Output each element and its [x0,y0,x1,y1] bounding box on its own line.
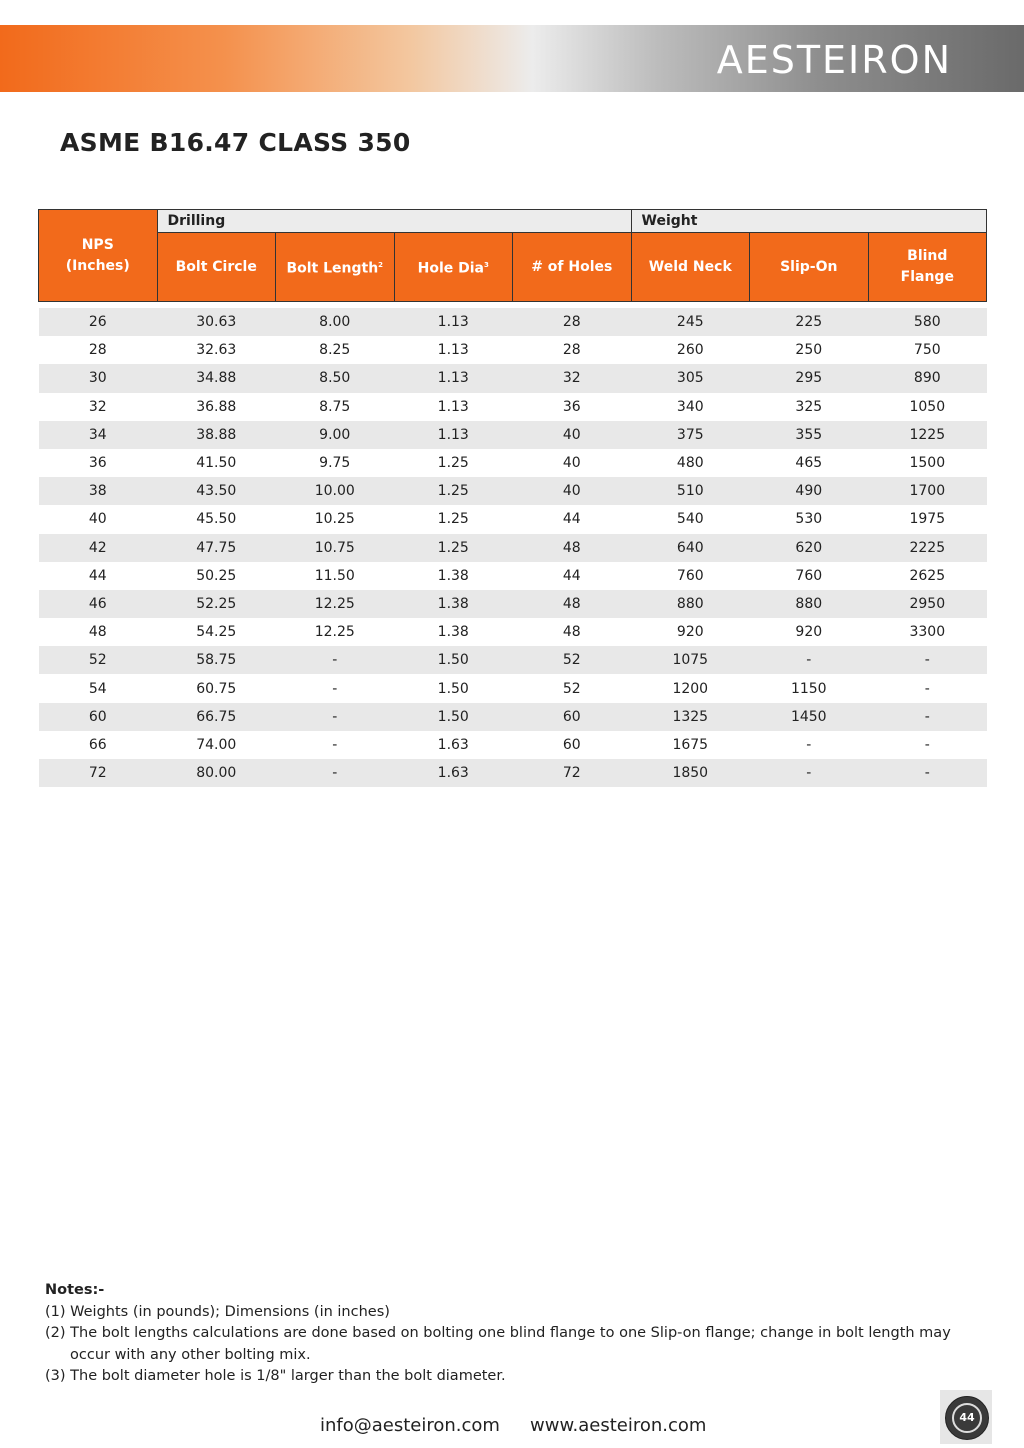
bolt-circle-cell: 32.63 [157,336,276,364]
bolt-length-cell: 9.00 [276,421,395,449]
footer-website-link[interactable]: www.aesteiron.com [530,1415,707,1436]
page-number: 44 [952,1403,982,1433]
table-row [39,336,987,364]
table-row [39,534,987,562]
blind-flange-header: Blind Flange [868,233,987,302]
bolt-circle-header: Bolt Circle [157,233,276,302]
hole-dia-cell: 1.50 [394,674,513,702]
drilling-group-header: Drilling [157,210,631,233]
blind-flange-cell: - [868,674,987,702]
blind-flange-cell: 1050 [868,393,987,421]
blind-flange-cell: - [868,759,987,787]
nps-cell: 34 [39,421,158,449]
slip-on-cell: 620 [750,534,869,562]
slip-on-cell: 920 [750,618,869,646]
slip-on-cell: - [750,646,869,674]
bolt-length-cell: 9.75 [276,449,395,477]
weld-neck-cell: 480 [631,449,750,477]
notes-heading: Notes:- [45,1282,105,1298]
table-row [39,703,987,731]
hole-dia-note-ref: 3 [484,260,489,269]
hole-dia-cell: 1.13 [394,421,513,449]
bolt-length-cell: 10.25 [276,505,395,533]
nps-cell: 66 [39,731,158,759]
bolt-circle-cell: 41.50 [157,449,276,477]
hole-dia-cell: 1.25 [394,534,513,562]
brand-logo: AESTEIRON [716,38,952,82]
slip-on-cell: 1450 [750,703,869,731]
table-row [39,618,987,646]
nps-cell: 46 [39,590,158,618]
holes-cell: 48 [513,618,632,646]
holes-cell: 44 [513,562,632,590]
slip-on-cell: 760 [750,562,869,590]
table-row [39,731,987,759]
blind-flange-cell: - [868,646,987,674]
holes-cell: 40 [513,449,632,477]
hole-dia-cell: 1.13 [394,308,513,336]
blind-flange-cell: 580 [868,308,987,336]
bolt-circle-cell: 60.75 [157,674,276,702]
table-row [39,590,987,618]
nps-cell: 60 [39,703,158,731]
bolt-length-cell: 8.00 [276,308,395,336]
bolt-length-cell: - [276,646,395,674]
blind-flange-cell: - [868,703,987,731]
holes-cell: 72 [513,759,632,787]
slip-on-header: Slip-On [750,233,869,302]
note-item: (3) The bolt diameter hole is 1/8" larger than the bolt diameter. [45,1368,506,1384]
blind-flange-cell: 1700 [868,477,987,505]
bolt-circle-cell: 30.63 [157,308,276,336]
weld-neck-cell: 1200 [631,674,750,702]
hole-dia-cell: 1.50 [394,646,513,674]
bolt-length-cell: 12.25 [276,590,395,618]
slip-on-cell: - [750,759,869,787]
table-row [39,449,987,477]
nps-cell: 30 [39,364,158,392]
holes-cell: 60 [513,731,632,759]
blind-flange-cell: - [868,731,987,759]
weld-neck-cell: 880 [631,590,750,618]
weld-neck-cell: 760 [631,562,750,590]
group-header-row [39,210,987,233]
nps-cell: 54 [39,674,158,702]
slip-on-cell: - [750,731,869,759]
blind-flange-cell: 2950 [868,590,987,618]
table-row [39,308,987,336]
weld-neck-cell: 920 [631,618,750,646]
bolt-length-cell: - [276,731,395,759]
slip-on-cell: 355 [750,421,869,449]
holes-cell: 28 [513,336,632,364]
header-banner [0,25,1024,92]
page-number-icon [945,1396,989,1440]
hole-dia-cell: 1.25 [394,477,513,505]
table-row [39,364,987,392]
bolt-circle-cell: 80.00 [157,759,276,787]
table-row [39,393,987,421]
table-row [39,477,987,505]
holes-cell: 40 [513,477,632,505]
hole-dia-cell: 1.13 [394,364,513,392]
blind-flange-cell: 1225 [868,421,987,449]
holes-cell: 48 [513,534,632,562]
nps-cell: 44 [39,562,158,590]
slip-on-cell: 1150 [750,674,869,702]
nps-cell: 32 [39,393,158,421]
blind-flange-cell: 1975 [868,505,987,533]
holes-cell: 28 [513,308,632,336]
weld-neck-cell: 540 [631,505,750,533]
blind-flange-cell: 890 [868,364,987,392]
bolt-circle-cell: 74.00 [157,731,276,759]
nps-header-unit: (Inches) [65,257,130,274]
table-row [39,505,987,533]
hole-dia-cell: 1.38 [394,618,513,646]
weld-neck-cell: 340 [631,393,750,421]
blind-flange-cell: 750 [868,336,987,364]
holes-header: # of Holes [513,233,632,302]
bolt-length-cell: 12.25 [276,618,395,646]
weld-neck-cell: 245 [631,308,750,336]
footer-email-link[interactable]: info@aesteiron.com [320,1415,500,1436]
page-number-badge [940,1390,992,1444]
blind-flange-cell: 2625 [868,562,987,590]
bolt-circle-cell: 38.88 [157,421,276,449]
bolt-length-cell: - [276,674,395,702]
slip-on-cell: 490 [750,477,869,505]
weight-group-header: Weight [631,210,987,233]
nps-cell: 38 [39,477,158,505]
bolt-circle-cell: 66.75 [157,703,276,731]
nps-cell: 72 [39,759,158,787]
table-row [39,421,987,449]
bolt-length-cell: 10.75 [276,534,395,562]
table-body [39,308,987,787]
bolt-length-cell: 8.25 [276,336,395,364]
page-title: ASME B16.47 CLASS 350 [60,128,411,157]
bolt-circle-cell: 34.88 [157,364,276,392]
hole-dia-cell: 1.50 [394,703,513,731]
table-row [39,759,987,787]
bolt-length-note-ref: 2 [378,260,384,269]
bolt-length-header: Bolt Length$^2$ [276,233,395,302]
weld-neck-cell: 510 [631,477,750,505]
bolt-circle-cell: 45.50 [157,505,276,533]
note-item: (2) The bolt lengths calculations are done based on bolting one blind flange to one Slip-on flange; change in bolt length may occur with any other bolting mix. [45,1325,951,1363]
holes-cell: 40 [513,421,632,449]
table-row [39,674,987,702]
bolt-circle-cell: 54.25 [157,618,276,646]
nps-cell: 48 [39,618,158,646]
bolt-length-cell: 8.75 [276,393,395,421]
notes-section [45,1280,990,1388]
flange-spec-table [38,209,987,787]
weld-neck-cell: 305 [631,364,750,392]
hole-dia-cell: 1.25 [394,505,513,533]
hole-dia-cell: 1.25 [394,449,513,477]
hole-dia-cell: 1.38 [394,590,513,618]
blind-flange-cell: 3300 [868,618,987,646]
note-item: (1) Weights (in pounds); Dimensions (in inches) [45,1303,390,1320]
holes-cell: 36 [513,393,632,421]
nps-cell: 26 [39,308,158,336]
bolt-circle-cell: 58.75 [157,646,276,674]
weld-neck-header: Weld Neck [631,233,750,302]
nps-cell: 52 [39,646,158,674]
holes-cell: 44 [513,505,632,533]
bolt-length-cell: 10.00 [276,477,395,505]
table-row [39,562,987,590]
bolt-length-cell: 8.50 [276,364,395,392]
weld-neck-cell: 1075 [631,646,750,674]
weld-neck-cell: 1675 [631,731,750,759]
blind-flange-cell: 2225 [868,534,987,562]
holes-cell: 52 [513,646,632,674]
nps-cell: 40 [39,505,158,533]
hole-dia-cell: 1.38 [394,562,513,590]
hole-dia-cell: 1.13 [394,393,513,421]
slip-on-cell: 465 [750,449,869,477]
slip-on-cell: 530 [750,505,869,533]
slip-on-cell: 325 [750,393,869,421]
bolt-length-cell: - [276,759,395,787]
bolt-circle-cell: 43.50 [157,477,276,505]
nps-header [39,210,158,302]
nps-cell: 36 [39,449,158,477]
hole-dia-cell: 1.13 [394,336,513,364]
slip-on-cell: 250 [750,336,869,364]
hole-dia-header: Hole Dia$^3$ [394,233,513,302]
weld-neck-cell: 260 [631,336,750,364]
bolt-length-cell: 11.50 [276,562,395,590]
bolt-circle-cell: 52.25 [157,590,276,618]
nps-cell: 42 [39,534,158,562]
holes-cell: 48 [513,590,632,618]
nps-header-label: NPS [81,236,114,253]
weld-neck-cell: 1325 [631,703,750,731]
bolt-circle-cell: 36.88 [157,393,276,421]
slip-on-cell: 225 [750,308,869,336]
slip-on-cell: 295 [750,364,869,392]
table-row [39,646,987,674]
hole-dia-cell: 1.63 [394,731,513,759]
bolt-length-cell: - [276,703,395,731]
nps-cell: 28 [39,336,158,364]
blind-flange-cell: 1500 [868,449,987,477]
weld-neck-cell: 375 [631,421,750,449]
holes-cell: 52 [513,674,632,702]
slip-on-cell: 880 [750,590,869,618]
weld-neck-cell: 1850 [631,759,750,787]
holes-cell: 60 [513,703,632,731]
bolt-circle-cell: 47.75 [157,534,276,562]
hole-dia-cell: 1.63 [394,759,513,787]
bolt-circle-cell: 50.25 [157,562,276,590]
weld-neck-cell: 640 [631,534,750,562]
holes-cell: 32 [513,364,632,392]
column-header-row [39,233,987,302]
